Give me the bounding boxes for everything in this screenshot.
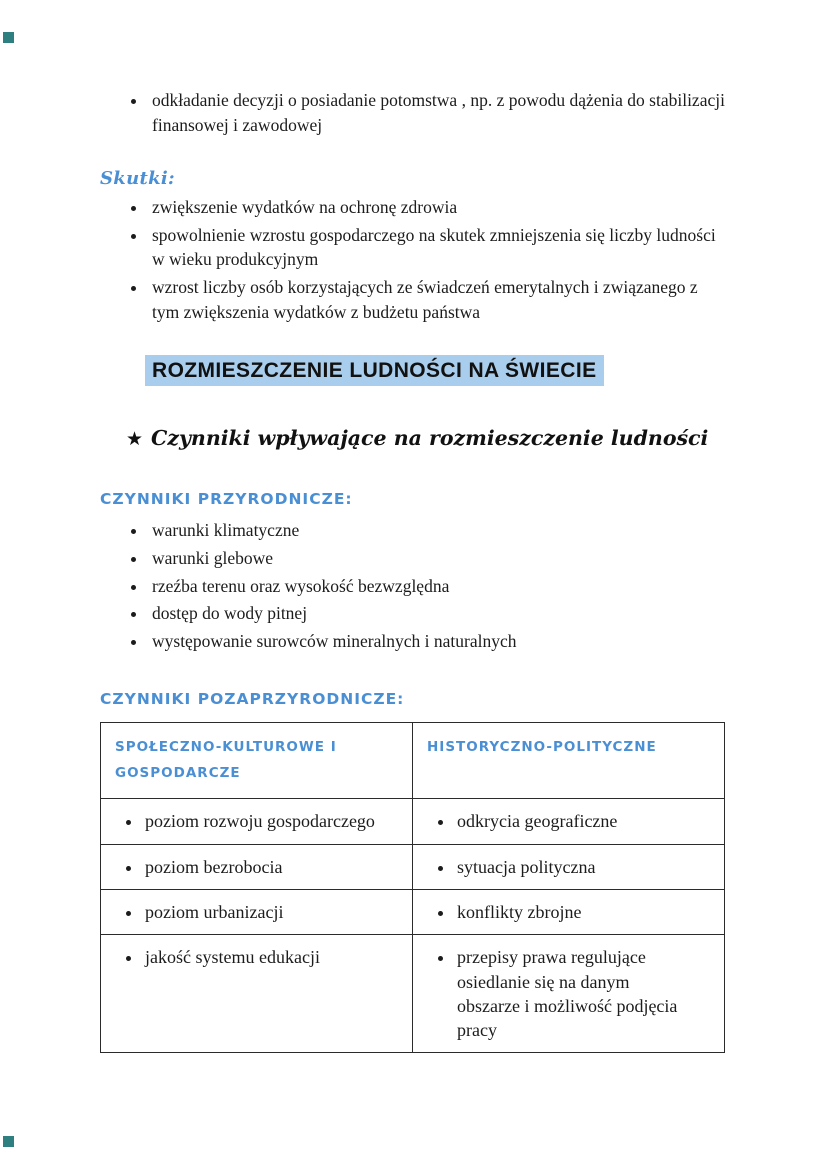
page-edge-marker-bottom: [3, 1136, 14, 1147]
table-cell: [101, 844, 413, 889]
page-title: ROZMIESZCZENIE LUDNOŚCI NA ŚWIECIE: [145, 355, 604, 386]
cell-text: jakość systemu edukacji: [145, 947, 320, 968]
cell-text: poziom rozwoju gospodarczego: [145, 811, 375, 832]
table-header-row: [101, 723, 725, 799]
przyrodnicze-bullet-list: [100, 518, 726, 654]
table-header-cell: HISTORYCZNO-POLITYCZNE: [413, 723, 725, 799]
factors-table: [100, 722, 725, 1053]
subtitle: [126, 426, 726, 450]
cell-text: poziom bezrobocia: [145, 856, 283, 877]
table-row: [101, 844, 725, 889]
star-icon: ★: [126, 427, 144, 450]
list-item: • dostęp do wody pitnej: [148, 601, 726, 626]
table-row: [101, 935, 725, 1053]
intro-bullet-list: [100, 88, 726, 138]
main-title-wrap: [145, 355, 726, 386]
table-row: [101, 890, 725, 935]
cell-text: przepisy prawa regulujące osiedlanie się na danym obszarze i możliwość podjęcia pracy: [457, 947, 678, 1041]
list-item: • rzeźba terenu oraz wysokość bezwzględna: [148, 574, 726, 599]
list-item: • warunki klimatyczne: [148, 518, 726, 543]
skutki-heading: Skutki:: [100, 167, 175, 189]
table-header-cell: SPOŁECZNO-KULTUROWE I GOSPODARCZE: [101, 723, 413, 799]
subtitle-text: Czynniki wpływające na rozmieszczenie ludności: [151, 425, 709, 450]
cell-text: konflikty zbrojne: [457, 902, 582, 922]
przyrodnicze-heading: CZYNNIKI PRZYRODNICZE:: [100, 489, 353, 508]
list-item: • spowolnienie wzrostu gospodarczego na skutek zmniejszenia się liczby ludności w wieku produkcyjnym: [148, 223, 726, 273]
list-item: • odkładanie decyzji o posiadanie potomstwa , np. z powodu dążenia do stabilizacji finansowej i zawodowej: [148, 88, 726, 138]
table-row: [101, 799, 725, 844]
skutki-bullet-list: [100, 195, 726, 325]
cell-text: poziom urbanizacji: [145, 902, 284, 922]
table-cell: [101, 799, 413, 844]
table-cell: [101, 890, 413, 935]
list-item: • warunki glebowe: [148, 546, 726, 571]
cell-text: odkrycia geograficzne: [457, 811, 618, 832]
table-cell: [101, 935, 413, 1053]
table-cell: [413, 890, 725, 935]
table-cell: [413, 844, 725, 889]
list-item: • występowanie surowców mineralnych i naturalnych: [148, 629, 726, 654]
list-item: • zwiększenie wydatków na ochronę zdrowia: [148, 195, 726, 220]
page-edge-marker-top: [3, 32, 14, 43]
list-item: • wzrost liczby osób korzystających ze świadczeń emerytalnych i związanego z tym zwiększenia wydatków z budżetu państwa: [148, 275, 726, 325]
pozaprzyrodnicze-heading: CZYNNIKI POZAPRZYRODNICZE:: [100, 690, 405, 709]
table-cell: [413, 799, 725, 844]
table-cell: [413, 935, 725, 1053]
cell-text: sytuacja polityczna: [457, 856, 596, 877]
